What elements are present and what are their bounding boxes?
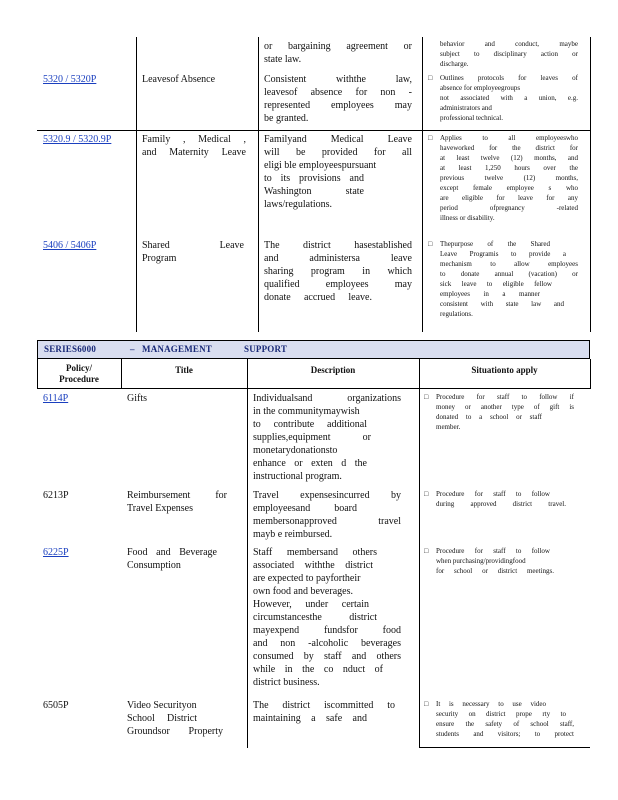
- header-row-bottom: [37, 388, 590, 389]
- desc-line: and administersa leave: [264, 253, 412, 264]
- header-policy-line: Procedure: [59, 374, 99, 384]
- desc-line: leavesof absence for non -: [264, 87, 412, 98]
- top-row3-description: [264, 239, 412, 304]
- top-row1-description: [264, 73, 412, 125]
- desc-line: mayexpend fundsfor food: [253, 625, 401, 636]
- header-policy-line: Policy/: [66, 363, 92, 373]
- desc-line: eligi ble employeespursuant: [264, 160, 377, 171]
- policy-code-6213P: 6213P: [43, 490, 69, 501]
- sit-line: period ofpregnancy -related: [440, 204, 578, 212]
- sit-line: to donate annual (vacation) or: [440, 270, 578, 278]
- title-5320-9: [142, 133, 246, 159]
- desc-line: are expected to payfortheir: [253, 573, 361, 584]
- sit-line: for school or district meetings.: [436, 567, 554, 575]
- desc-line: will be provided for all: [264, 147, 412, 158]
- desc-line: own food and beverages.: [253, 586, 353, 597]
- desc-line: be granted.: [264, 113, 309, 124]
- sit-line: absence for employeegroups: [440, 84, 521, 92]
- bullet-icon: □: [424, 700, 429, 708]
- desc-line: qualified employees may: [264, 279, 412, 290]
- top-row3-situation: [440, 239, 578, 319]
- sit-line: regulations.: [440, 310, 473, 318]
- sit-line: students and visitors; to protect: [436, 730, 574, 738]
- row-6114P-situation: [436, 392, 574, 432]
- desc-line: The district hasestablished: [264, 240, 412, 251]
- bullet-icon: □: [424, 547, 429, 555]
- sit-line: haveworked for the district for: [440, 144, 578, 152]
- series-dash: –: [130, 344, 135, 354]
- sit-line: Procedure for staff to follow: [436, 490, 550, 498]
- desc-line: maintaining a safe and: [253, 713, 367, 724]
- header-right-edge: [590, 359, 591, 389]
- policy-link-5320[interactable]: 5320 / 5320P: [43, 74, 97, 85]
- title-line: Video Securityon: [127, 700, 197, 711]
- col-divider-2: [247, 359, 248, 748]
- desc-line: Familyand Medical Leave: [264, 134, 412, 145]
- desc-line: Individualsand organizations: [253, 393, 401, 404]
- title-line: Family , Medical ,: [142, 134, 246, 145]
- sit-line: when purchasing/providingfood: [436, 557, 526, 565]
- top-row2-situation: [440, 133, 578, 223]
- title-line: Travel Expenses: [127, 503, 194, 514]
- top-table-divider-2: [258, 37, 259, 332]
- sit-line: during approved district travel.: [436, 500, 566, 508]
- sit-line: Applies to all employeeswho: [440, 134, 578, 142]
- desc-line: mayb e reimbursed.: [253, 529, 333, 540]
- sit-line: behavior and conduct, maybe: [440, 40, 578, 48]
- row-6213P-situation: [436, 489, 574, 509]
- title-video-security: [127, 699, 223, 738]
- desc-line: laws/regulations.: [264, 199, 333, 210]
- top-table-divider-4: [590, 37, 591, 332]
- desc-line: employeesand board: [253, 503, 357, 514]
- sit-line: professional technical.: [440, 114, 503, 122]
- sit-line: previous twelve (12) months,: [440, 174, 578, 182]
- desc-line: However, under certain: [253, 599, 369, 610]
- series-name-management: MANAGEMENT: [142, 344, 212, 354]
- desc-line: while in the co nduct of: [253, 664, 383, 675]
- sit-line: Outlines protocols for leaves of: [440, 74, 578, 82]
- title-line: Groundsor Property: [127, 726, 223, 737]
- desc-line: supplies,equipment or: [253, 432, 371, 443]
- desc-line: or bargaining agreement or: [264, 41, 412, 52]
- bullet-icon: □: [424, 393, 429, 401]
- sit-line: discharge.: [440, 60, 469, 68]
- sit-line: security on district prope rty to: [436, 710, 566, 718]
- sit-line: administrators and: [440, 104, 492, 112]
- desc-line: district business.: [253, 677, 320, 688]
- series-header-bar: [37, 340, 590, 359]
- bullet-icon: □: [428, 134, 433, 142]
- desc-line: Washington state: [264, 186, 364, 197]
- sit-line: Leave Programis to provide a: [440, 250, 566, 258]
- title-line: School District: [127, 713, 197, 724]
- desc-line: enhance or exten d the: [253, 458, 367, 469]
- sit-line: employees in a manner: [440, 290, 540, 298]
- title-travel-expenses: [127, 489, 227, 515]
- desc-line: Travel expensesincurred by: [253, 490, 401, 501]
- top-row2-description: [264, 133, 412, 211]
- desc-line: in the communitymaywish: [253, 406, 360, 417]
- sit-line: consistent with state law and: [440, 300, 564, 308]
- sit-line: member.: [436, 423, 461, 431]
- title-line: Food and Beverage: [127, 547, 217, 558]
- row-6213P-description: [253, 489, 401, 541]
- header-situation: Situationto apply: [471, 365, 538, 375]
- top-table-divider-3: [422, 37, 423, 332]
- table-bottom-line: [419, 747, 590, 748]
- sit-line: donated to a school or staff: [436, 413, 542, 421]
- desc-line: Staff membersand others: [253, 547, 377, 558]
- title-line: Shared Leave: [142, 240, 244, 251]
- policy-link-5320-9[interactable]: 5320.9 / 5320.9P: [43, 134, 112, 145]
- sit-line: except female employee s who: [440, 184, 578, 192]
- sit-line: at least twelve (12) months, and: [440, 154, 578, 162]
- desc-line: associated withthe district: [253, 560, 373, 571]
- sit-line: It is necessary to use video: [436, 700, 546, 708]
- policy-link-6225P[interactable]: 6225P: [43, 547, 69, 558]
- top-row0-situation: [440, 39, 578, 69]
- header-description: Description: [310, 365, 356, 375]
- desc-line: consumed by staff and others: [253, 651, 401, 662]
- col-divider-3: [419, 359, 420, 748]
- top-table-divider-1: [136, 37, 137, 332]
- title-gifts: Gifts: [127, 393, 147, 404]
- sit-line: sick leave to eligible fellow: [440, 280, 552, 288]
- desc-line: instructional program.: [253, 471, 342, 482]
- desc-line: Consistent withthe law,: [264, 74, 412, 85]
- desc-line: to contribute additional: [253, 419, 367, 430]
- policy-link-5406[interactable]: 5406 / 5406P: [43, 240, 97, 251]
- bullet-icon: □: [428, 240, 433, 248]
- sit-line: ensure the safety of school staff,: [436, 720, 574, 728]
- row-6225P-description: [253, 546, 401, 689]
- policy-code-6505P: 6505P: [43, 700, 69, 711]
- series-name-support: SUPPORT: [244, 344, 288, 354]
- sit-line: not associated with a union, e.g.: [440, 94, 578, 102]
- sit-line: mechanism to allow employees: [440, 260, 578, 268]
- top-row1-situation: [440, 73, 578, 123]
- top-row0-description: [264, 40, 412, 66]
- sit-line: subject to disciplinary action or: [440, 50, 578, 58]
- desc-line: membersonapproved travel: [253, 516, 401, 527]
- desc-line: sharing program in which: [264, 266, 412, 277]
- header-title: Title: [175, 365, 193, 375]
- desc-line: state law.: [264, 54, 302, 65]
- title-line: Consumption: [127, 560, 181, 571]
- header-policy: [37, 363, 121, 385]
- sit-line: are eligible for leave for any: [440, 194, 578, 202]
- title-food-beverage: [127, 546, 217, 572]
- title-line: and Maternity Leave: [142, 147, 246, 158]
- sit-line: Procedure for staff to follow if: [436, 393, 574, 401]
- row-6505P-situation: [436, 699, 574, 739]
- top-table-row-line: [37, 130, 590, 131]
- desc-line: donate accrued leave.: [264, 292, 372, 303]
- desc-line: The district iscommitted to: [253, 700, 395, 711]
- row-6114P-description: [253, 392, 401, 483]
- bullet-icon: □: [428, 74, 433, 82]
- desc-line: monetarydonationsto: [253, 445, 338, 456]
- title-5406: [142, 239, 244, 265]
- title-5320: Leavesof Absence: [142, 74, 216, 85]
- sit-line: money or another type of gift is: [436, 403, 574, 411]
- row-6225P-situation: [436, 546, 574, 576]
- sit-line: at least 1,250 hours over the: [440, 164, 578, 172]
- sit-line: Thepurpose of the Shared: [440, 240, 550, 248]
- desc-line: and non -alcoholic beverages: [253, 638, 401, 649]
- title-line: Reimbursement for: [127, 490, 227, 501]
- title-line: Program: [142, 253, 177, 264]
- bullet-icon: □: [424, 490, 429, 498]
- desc-line: circumstancesthe district: [253, 612, 377, 623]
- desc-line: represented employees may: [264, 100, 412, 111]
- policy-link-6114P[interactable]: 6114P: [43, 393, 69, 404]
- sit-line: illness or disability.: [440, 214, 495, 222]
- desc-line: to its provisions and: [264, 173, 364, 184]
- row-6505P-description: [253, 699, 401, 725]
- sit-line: Procedure for staff to follow: [436, 547, 550, 555]
- series-code: SERIES6000: [44, 344, 97, 354]
